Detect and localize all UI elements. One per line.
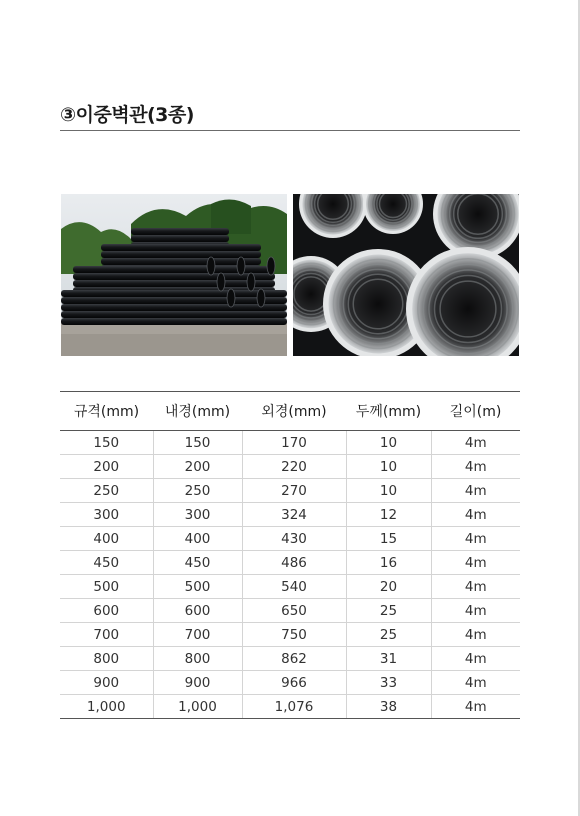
cell-spec: 150: [60, 431, 153, 455]
cell-spec: 800: [60, 647, 153, 671]
spec-table: [60, 391, 520, 719]
cell-outer-diameter: 270: [242, 479, 346, 503]
cell-outer-diameter: 966: [242, 671, 346, 695]
table-row: [60, 551, 520, 575]
table-row: [60, 623, 520, 647]
cell-length: 4m: [431, 623, 520, 647]
cell-length: 4m: [431, 575, 520, 599]
cell-inner-diameter: 400: [153, 527, 242, 551]
cell-inner-diameter: 900: [153, 671, 242, 695]
table-row: [60, 527, 520, 551]
section-title: ③이중벽관(3종): [60, 104, 194, 126]
cell-spec: 700: [60, 623, 153, 647]
cell-thickness: 16: [346, 551, 431, 575]
cell-inner-diameter: 500: [153, 575, 242, 599]
pipe-ends-closeup-photo: [293, 194, 519, 356]
table-row: [60, 455, 520, 479]
cell-outer-diameter: 862: [242, 647, 346, 671]
cell-thickness: 20: [346, 575, 431, 599]
cell-inner-diameter: 200: [153, 455, 242, 479]
cell-thickness: 15: [346, 527, 431, 551]
cell-spec: 900: [60, 671, 153, 695]
table-row: [60, 503, 520, 527]
table-row: [60, 671, 520, 695]
header-spec: 규격(mm): [60, 392, 153, 431]
title-divider: [60, 130, 520, 131]
cell-spec: 400: [60, 527, 153, 551]
cell-outer-diameter: 750: [242, 623, 346, 647]
cell-inner-diameter: 150: [153, 431, 242, 455]
cell-thickness: 12: [346, 503, 431, 527]
cell-length: 4m: [431, 647, 520, 671]
cell-outer-diameter: 430: [242, 527, 346, 551]
cell-spec: 300: [60, 503, 153, 527]
cell-thickness: 10: [346, 479, 431, 503]
cell-outer-diameter: 324: [242, 503, 346, 527]
cell-inner-diameter: 300: [153, 503, 242, 527]
cell-outer-diameter: 220: [242, 455, 346, 479]
cell-outer-diameter: 540: [242, 575, 346, 599]
cell-spec: 500: [60, 575, 153, 599]
cell-inner-diameter: 1,000: [153, 695, 242, 719]
cell-thickness: 10: [346, 455, 431, 479]
cell-spec: 450: [60, 551, 153, 575]
cell-length: 4m: [431, 431, 520, 455]
cell-inner-diameter: 250: [153, 479, 242, 503]
cell-thickness: 25: [346, 599, 431, 623]
cell-thickness: 25: [346, 623, 431, 647]
cell-thickness: 10: [346, 431, 431, 455]
cell-length: 4m: [431, 599, 520, 623]
cell-inner-diameter: 600: [153, 599, 242, 623]
cell-inner-diameter: 450: [153, 551, 242, 575]
cell-length: 4m: [431, 695, 520, 719]
table-row: [60, 599, 520, 623]
table-row: [60, 479, 520, 503]
cell-thickness: 38: [346, 695, 431, 719]
cell-length: 4m: [431, 455, 520, 479]
cell-length: 4m: [431, 503, 520, 527]
cell-outer-diameter: 1,076: [242, 695, 346, 719]
cell-length: 4m: [431, 479, 520, 503]
cell-length: 4m: [431, 551, 520, 575]
table-row: [60, 647, 520, 671]
cell-spec: 200: [60, 455, 153, 479]
cell-inner-diameter: 700: [153, 623, 242, 647]
cell-inner-diameter: 800: [153, 647, 242, 671]
table-header-row: [60, 392, 520, 431]
header-outer-diameter: 외경(mm): [242, 392, 346, 431]
header-thickness: 두께(mm): [346, 392, 431, 431]
cell-length: 4m: [431, 671, 520, 695]
cell-spec: 250: [60, 479, 153, 503]
cell-outer-diameter: 170: [242, 431, 346, 455]
cell-thickness: 33: [346, 671, 431, 695]
header-inner-diameter: 내경(mm): [153, 392, 242, 431]
pipe-stack-photo: [61, 194, 287, 356]
header-length: 길이(m): [431, 392, 520, 431]
cell-length: 4m: [431, 527, 520, 551]
table-row: [60, 695, 520, 719]
cell-spec: 600: [60, 599, 153, 623]
cell-thickness: 31: [346, 647, 431, 671]
cell-outer-diameter: 486: [242, 551, 346, 575]
cell-spec: 1,000: [60, 695, 153, 719]
table-row: [60, 575, 520, 599]
table-row: [60, 431, 520, 455]
cell-outer-diameter: 650: [242, 599, 346, 623]
